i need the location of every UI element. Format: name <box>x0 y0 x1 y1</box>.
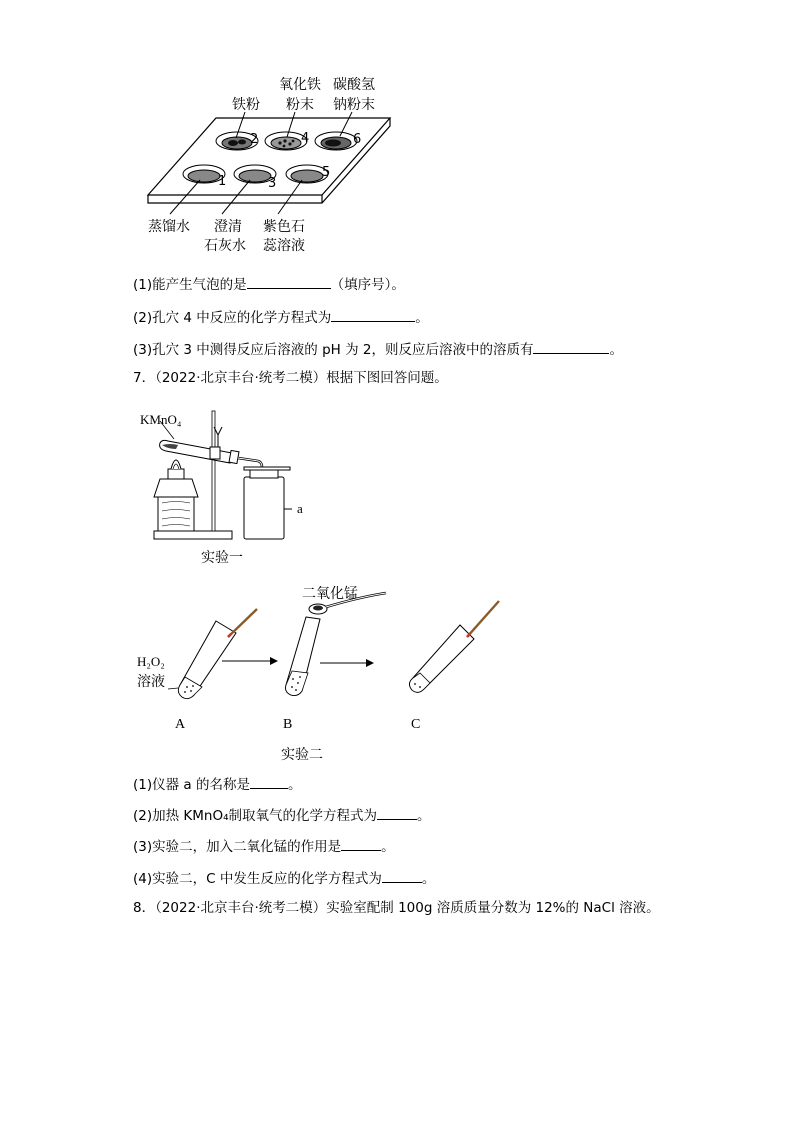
q7-part1: (1)仪器 a 的名称是 。 <box>133 777 302 793</box>
heated-test-tube <box>160 440 239 463</box>
test-tube-A <box>178 621 236 699</box>
q6-part2: (2)孔穴 4 中反应的化学方程式为 。 <box>133 310 429 326</box>
answer-blank[interactable] <box>377 806 417 820</box>
label-instrument-a: a <box>297 501 303 516</box>
label-limewater-1: 澄清 <box>214 219 242 235</box>
glowing-splint-A <box>228 609 257 637</box>
label-nahco3-2: 钠粉末 <box>333 97 375 113</box>
label-iron-oxide-2: 粉末 <box>286 97 314 113</box>
label-limewater-2: 石灰水 <box>204 238 246 254</box>
q6-part3: (3)孔穴 3 中测得反应后溶液的 pH 为 2，则反应后溶液中的溶质有 。 <box>133 342 623 358</box>
label-tube-A: A <box>175 717 186 732</box>
label-iron-powder: 铁粉 <box>232 97 260 113</box>
label-tube-C: C <box>411 717 421 732</box>
label-kmno4: KMnO₄ <box>140 412 182 427</box>
glowing-splint-C <box>467 601 499 637</box>
answer-blank[interactable] <box>341 837 381 851</box>
label-h2o2: H₂O₂ <box>137 654 165 669</box>
alcohol-lamp <box>154 479 198 497</box>
label-nahco3-1: 碳酸氢 <box>333 77 375 93</box>
label-iron-oxide-1: 氧化铁 <box>279 77 321 93</box>
caption-experiment-2: 实验二 <box>281 747 323 763</box>
q7-part3: (3)实验二，加入二氧化锰的作用是 。 <box>133 839 395 855</box>
well-6 <box>315 132 357 150</box>
spot-plate-figure <box>140 110 400 215</box>
label-tube-B: B <box>283 717 293 732</box>
label-mno2: 二氧化锰 <box>302 586 358 602</box>
well-number-1: 1 <box>218 174 227 189</box>
collecting-bottle-a <box>244 467 290 539</box>
label-solution: 溶液 <box>137 674 165 690</box>
test-tube-C <box>410 625 475 692</box>
answer-blank[interactable] <box>247 275 331 289</box>
test-tube-B <box>286 617 320 696</box>
experiment-2-apparatus <box>130 595 520 705</box>
caption-experiment-1: 实验一 <box>201 550 243 566</box>
label-litmus-1: 紫色石 <box>263 219 305 235</box>
answer-blank[interactable] <box>250 775 288 789</box>
well-number-5: 5 <box>322 165 331 180</box>
medicine-spoon <box>309 593 386 614</box>
q8-header: 8．（2022·北京丰台·统考二模）实验室配制 100g 溶质质量分数为 12%的 NaCl 溶液。 <box>133 900 660 916</box>
answer-blank[interactable] <box>382 869 422 883</box>
label-distilled-water: 蒸馏水 <box>148 219 190 235</box>
well-number-6: 6 <box>353 132 362 147</box>
label-litmus-2: 蕊溶液 <box>263 238 305 254</box>
q7-part2: (2)加热 KMnO₄制取氧气的化学方程式为 。 <box>133 808 431 824</box>
q7-header: 7．（2022·北京丰台·统考二模）根据下图回答问题。 <box>133 370 448 386</box>
answer-blank[interactable] <box>331 308 415 322</box>
well-number-3: 3 <box>268 176 277 191</box>
q6-part1: (1)能产生气泡的是 （填序号）。 <box>133 277 405 293</box>
q7-part4: (4)实验二，C 中发生反应的化学方程式为 。 <box>133 871 436 887</box>
well-number-4: 4 <box>301 131 310 146</box>
well-number-2: 2 <box>250 132 259 147</box>
answer-blank[interactable] <box>533 340 609 354</box>
